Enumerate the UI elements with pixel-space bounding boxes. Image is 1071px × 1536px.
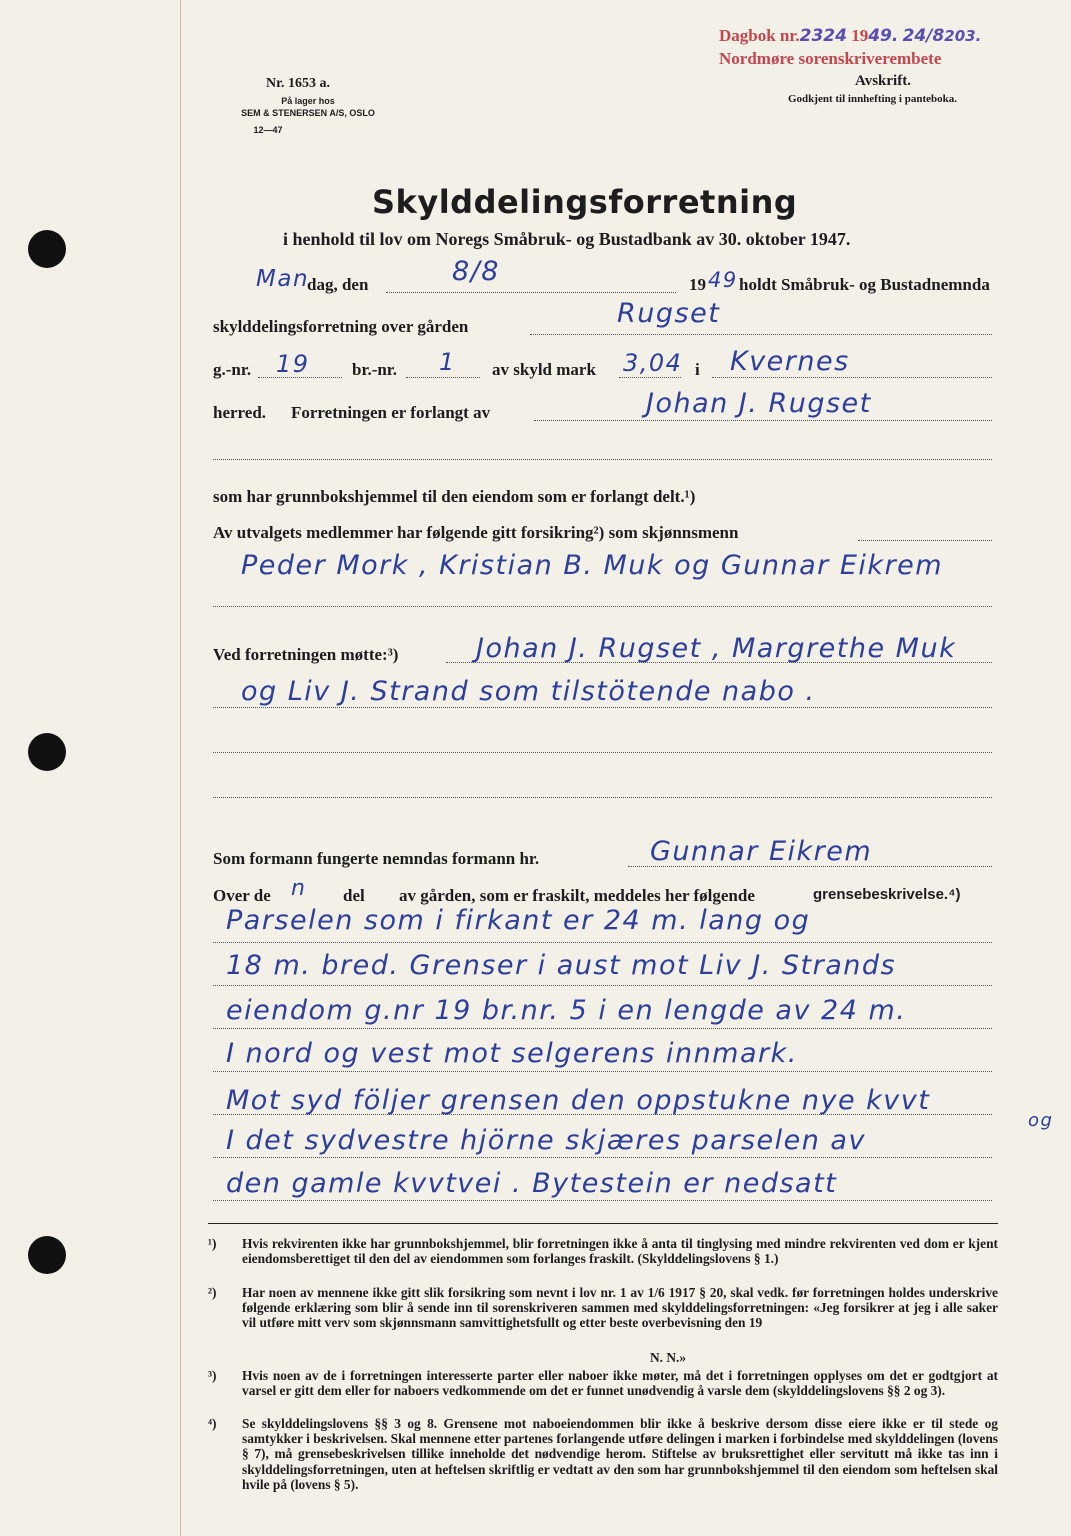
footnote-signature: N. N.» (650, 1350, 687, 1365)
day-label: dag, den (307, 275, 369, 294)
formann-handwritten: Gunnar Eikrem (650, 836, 873, 867)
skjonnsmenn-handwritten: Peder Mork , Kristian B. Muk og Gunnar Eikrem (241, 550, 944, 581)
footnote-text: Hvis rekvirenten ikke har grunnbokshjemmel, blir forretningen ikke å anta til tinglysing med mindre rekvirenten ved dom er kjent eiendomsberettiget til den del av eiendommen som forlanges fraskilt. (Skylddelingslovens § 1.) (242, 1236, 998, 1267)
footnote-4 (208, 1416, 998, 1492)
hjemmel-text: som har grunnbokshjemmel til den eiendom som er forlangt delt.¹) (213, 487, 696, 506)
skyld-handwritten: 3,04 (623, 349, 683, 377)
footnote-number: ²) (208, 1285, 217, 1300)
stamp-year-prefix: 19 (851, 26, 869, 45)
footnote-3 (208, 1368, 998, 1398)
attendees-line-2 (213, 707, 992, 708)
held-text: holdt Småbruk- og Bustadnemnda (739, 275, 990, 294)
description-handwritten-1: Parselen som i firkant er 24 m. lang og (226, 905, 811, 936)
del-label: del (343, 886, 365, 905)
formann-label: Som formann fungerte nemndas formann hr. (213, 849, 540, 868)
grense-label: grensebeskrivelse.⁴) (813, 886, 961, 903)
stamp-year: 49. (868, 26, 899, 46)
diary-stamp (719, 26, 981, 46)
brnr-handwritten: 1 (439, 348, 456, 376)
farm-line (530, 334, 992, 335)
description-line (213, 1071, 992, 1072)
herred-handwritten: Kvernes (730, 346, 850, 377)
requester-line (534, 420, 992, 421)
requester-handwritten: Johan J. Rugset (646, 388, 872, 419)
over-den-handwritten: n (291, 876, 307, 901)
approval-note: Godkjent til innhefting i panteboka. (788, 93, 958, 105)
utvalg-text: Av utvalgets medlemmer har følgende gitt forsikring²) som skjønnsmenn (213, 523, 739, 542)
footnote-divider (208, 1223, 998, 1224)
description-handwritten-2: 18 m. bred. Grenser i aust mot Liv J. Strands (226, 950, 897, 981)
document-title: Skylddelingsforretning (372, 183, 798, 221)
description-handwritten-4: I nord og vest mot selgerens innmark. (226, 1038, 798, 1069)
attendees-handwritten-2: og Liv J. Strand som tilstötende nabo . (241, 676, 816, 707)
description-line (213, 1028, 992, 1029)
motte-line (446, 662, 992, 663)
year-prefix: 19 (689, 275, 706, 294)
farm-handwritten: Rugset (617, 298, 721, 329)
skyld-line (619, 377, 681, 378)
court-stamp: Nordmøre sorenskriverembete (719, 49, 942, 68)
footnote-1 (208, 1236, 998, 1266)
margin-handwritten: og (1028, 1110, 1054, 1131)
publisher-line: På lager hos (281, 96, 335, 106)
over-den-label: Over de (213, 886, 271, 905)
herred-line (712, 377, 992, 378)
i-label: i (695, 360, 700, 379)
page-number: 203. (944, 27, 982, 45)
publisher-name: SEM & STENERSEN A/S, OSLO (241, 108, 375, 118)
attendees-handwritten: Johan J. Rugset , Margrethe Muk (476, 633, 957, 664)
margin-line (180, 0, 181, 1536)
punch-hole (28, 733, 66, 771)
gnr-handwritten: 19 (276, 350, 310, 378)
brnr-label: br.-nr. (352, 360, 398, 379)
year-handwritten: 49 (708, 268, 738, 292)
day-handwritten: Man (256, 266, 310, 292)
footnote-2 (208, 1285, 998, 1331)
footnote-text: Har noen av mennene ikke gitt slik forsikring som nevnt i lov nr. 1 av 1/6 1917 § 20, skal vedk. før forretningen holdes underskrive følgende erklæring som blir å sende inn til sorenskriveren sammen med skylddelingsforretningen: «Jeg forsikrer at jeg i alle saker vil utføre mitt verv som skjønnsmann samvittighetsfullt og etter beste overbevisning den 19 (242, 1285, 998, 1331)
description-handwritten-3: eiendom g.nr 19 br.nr. 5 i en lengde av 24 m. (226, 995, 907, 1026)
footnote-text: Hvis noen av de i forretningen interesserte parter eller naboer ikke møter, må det i forretningen opplyses om det er godtgjort at varsel er gitt dem eller for naboers vedkommende om det er funnet unødvendig å varsle dem (skylddelingslovens §§ 2 og 3). (242, 1368, 998, 1399)
description-line (213, 1200, 992, 1201)
motte-label: Ved forretningen møtte:³) (213, 645, 399, 664)
brnr-line (406, 377, 480, 378)
herred-label: herred. (213, 403, 267, 422)
farm-label: skylddelingsforretning over gården (213, 317, 469, 336)
avskrift-label: Avskrift. (855, 73, 911, 89)
description-handwritten-5: Mot syd följer grensen den oppstukne nye kvvt (226, 1085, 931, 1116)
skyld-label: av skyld mark (492, 360, 596, 379)
skjonnsmenn-line (213, 606, 992, 607)
description-handwritten-6: I det sydvestre hjörne skjæres parselen av (226, 1125, 866, 1156)
publisher-date: 12—47 (253, 125, 283, 135)
footnote-number: ⁴) (208, 1416, 217, 1431)
blank-line-3 (213, 797, 992, 798)
footnote-number: ¹) (208, 1236, 217, 1251)
garden-label: av gården, som er fraskilt, meddeles her følgende (399, 886, 755, 905)
footnote-number: ³) (208, 1368, 217, 1383)
date-line (386, 292, 676, 293)
form-number: Nr. 1653 a. (266, 76, 331, 91)
punch-hole (28, 230, 66, 268)
date-handwritten: 8/8 (452, 256, 500, 287)
stamp-label: Dagbok nr. (719, 26, 800, 45)
footnote-text: Se skylddelingslovens §§ 3 og 8. Grensene mot naboeiendommen blir ikke å beskrive dersom disse eiere ikke er til stede og samtykker i beskrivelsen. Skal mennene etter partenes forlangende utføre delingen i marken i forbindelse med skylddelingen (lovens § 7), må grensebeskrivelsen tillike inneholde det nødvendige herom. Stiftelse av bruksrettighet eller servitutt må ikke tas inn i skylddelingsforretningen, uten at heftelsen skriftlig er vedtatt av den som har grunnbokshjemmel til den eiendom som heftelsen skal hvile på (lovens § 5). (242, 1416, 998, 1492)
description-line (213, 1157, 992, 1158)
description-handwritten-7: den gamle kvvtvei . Bytestein er nedsatt (226, 1168, 838, 1199)
stamp-number: 2324 (799, 26, 847, 46)
description-line (213, 985, 992, 986)
blank-line (213, 459, 992, 460)
description-line (213, 942, 992, 943)
stamp-date: 24/8 (902, 26, 945, 46)
utvalg-line (858, 540, 992, 541)
punch-hole (28, 1236, 66, 1274)
blank-line-2 (213, 752, 992, 753)
document-subtitle: i henhold til lov om Noregs Småbruk- og Bustadbank av 30. oktober 1947. (283, 229, 851, 249)
gnr-label: g.-nr. (213, 360, 252, 379)
requester-label: Forretningen er forlangt av (291, 403, 491, 422)
